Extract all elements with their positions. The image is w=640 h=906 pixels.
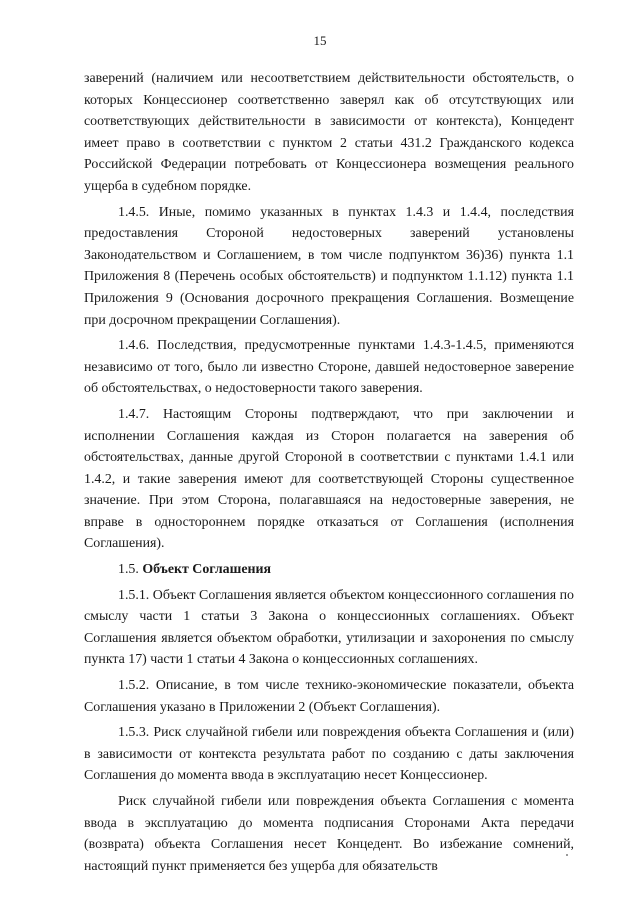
paragraph-continuation: заверений (наличием или несоответствием действительности обстоятельств, о которых Концессионер соответственно заверял как об отсутствующих или соответствующих действительности в зависимости от контекста), Концедент имеет право в соответствии с пунктом 2 статьи 431.2 Гражданского кодекса Российской Федерации потребовать от Концессионера возмещения реального ущерба в судебном порядке.: [84, 71, 574, 194]
paragraph-1-4-5: 1.4.5. Иные, помимо указанных в пунктах 1.4.3 и 1.4.4, последствия предоставления Стороной недостоверных заверений установлены Законодательством и Соглашением, в том числе подпунктом 36)36) пункта 1.1 Приложения 8 (Перечень особых обстоятельств) и подпунктом 1.1.12) пункта 1.1 Приложения 9 (Основания досрочного прекращения Соглашения. Возмещение при досрочном прекращении Соглашения).: [84, 204, 574, 328]
paragraph-1-5-2: 1.5.2. Описание, в том числе технико-экономические показатели, объекта Соглашения указано в Приложении 2 (Объект Соглашения).: [84, 678, 574, 715]
paragraph-1-5-3: 1.5.3. Риск случайной гибели или повреждения объекта Соглашения и (или) в зависимости от контекста результата работ по созданию с даты заключения Соглашения до момента ввода в эксплуатацию несет Концессионер.: [84, 725, 574, 784]
section-number: 1.5.: [118, 562, 139, 578]
section-title: Объект Соглашения: [142, 562, 272, 578]
paragraph-1-5-1: 1.5.1. Объект Соглашения является объектом концессионного соглашения по смыслу части 1 статьи 3 Закона о концессионных соглашениях. Объект Соглашения является объектом обработки, утилизации и захоронения по смыслу пункта 17) части 1 статьи 4 Закона о концессионных соглашениях.: [84, 587, 574, 668]
page-number: 15: [313, 33, 327, 48]
paragraph-risk: Риск случайной гибели или повреждения объекта Соглашения с момента ввода в эксплуатацию до момента подписания Сторонами Акта передачи (возврата) объекта Соглашения несет Концедент. Во избежание сомнений, настоящий пункт применяется без ущерба для обязательств: [84, 794, 574, 874]
paragraph-1-4-6: 1.4.6. Последствия, предусмотренные пунктами 1.4.3-1.4.5, применяются независимо от того, было ли известно Стороне, давшей недостоверное заверение об обстоятельствах, о недостоверности такого заверения.: [84, 338, 574, 397]
section-heading-1-5: [84, 559, 574, 581]
paragraph-1-4-7: 1.4.7. Настоящим Стороны подтверждают, что при заключении и исполнении Соглашения каждая из Сторон полагается на заверения об обстоятельствах, данные другой Стороной в соответствии с пунктами 1.4.1 или 1.4.2, и такие заверения имеют для соответствующей Стороны существенное значение. При этом Сторона, полагавшаяся на недостоверные заверения, не вправе в одностороннем порядке отказаться от Соглашения (исполнения Соглашения).: [84, 406, 574, 552]
scan-speck: [566, 854, 568, 856]
document-body: [84, 68, 574, 881]
